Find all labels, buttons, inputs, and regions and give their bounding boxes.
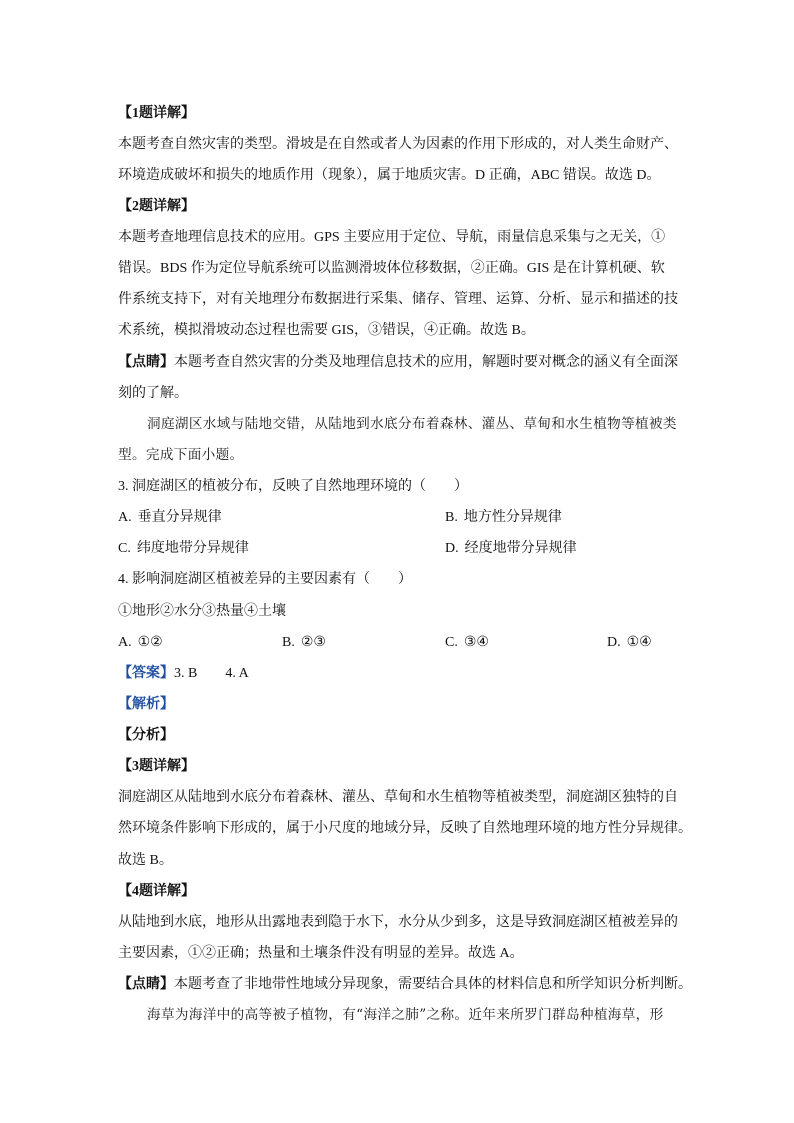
tip-1-line (118, 347, 718, 378)
detail-3-label: 【3题详解】 (118, 759, 195, 775)
option-key: B. (445, 510, 458, 526)
detail-2-label: 【2题详解】 (118, 198, 195, 214)
option-d (445, 533, 577, 564)
question-4-statements: ①地形②水分③热量④土壤 (118, 603, 286, 619)
detail-1-line: 环境造成破坏和损失的地质作用（现象），属于地质灾害。D 正确，ABC 错误。故选 D。 (118, 167, 661, 183)
question-3-options-row-1 (118, 502, 718, 533)
detail-3-line: 然环境条件影响下形成的，属于小尺度的地域分异，反映了自然地理环境的地方性分异规律。 (118, 821, 692, 837)
answer-item: 4. A (225, 665, 249, 681)
detail-2-line: 件系统支持下，对有关地理分布数据进行采集、储存、管理、运算、分析、显示和描述的技 (118, 292, 678, 308)
answer-line (118, 658, 718, 689)
tip-2-line (118, 969, 718, 1000)
option-key: B. (282, 634, 295, 650)
option-key: D. (607, 634, 621, 650)
detail-1-label: 【1题详解】 (118, 105, 195, 121)
option-key: A. (118, 634, 132, 650)
detail-2-line: 术系统，模拟滑坡动态过程也需要 GIS，③错误，④正确。故选 B。 (118, 323, 535, 339)
tip-2-label: 【点睛】 (118, 977, 174, 992)
option-text: ②③ (300, 634, 326, 650)
detail-4-line: 从陆地到水底，地形从出露地表到隐于水下，水分从少到多，这是导致洞庭湖区植被差异的 (118, 914, 678, 930)
material-line: 洞庭湖区水域与陆地交错，从陆地到水底分布着森林、灌丛、草甸和水生植物等植被类 (147, 415, 677, 432)
document-body (118, 98, 718, 1032)
question-4-options-row (118, 627, 718, 658)
detail-4-label: 【4题详解】 (118, 883, 195, 899)
option-a (118, 502, 222, 533)
option-b (445, 502, 562, 533)
answer-item: 3. B (174, 665, 198, 681)
option-text: 经度地带分异规律 (464, 541, 577, 557)
detail-4-line: 主要因素，①②正确；热量和土壤条件没有明显的差异。故选 A。 (118, 945, 524, 961)
detail-2-line: 错误。BDS 作为定位导航系统可以监测滑坡体位移数据，②正确。GIS 是在计算机硬、软 (118, 261, 665, 277)
option-a (118, 627, 163, 658)
question-4-stem: 4. 影响洞庭湖区植被差异的主要因素有（ ） (118, 572, 412, 588)
option-key: C. (118, 541, 131, 557)
question-3-options-row-2 (118, 533, 718, 564)
option-text: ③④ (463, 634, 489, 650)
tip-1-line-2: 刻的了解。 (118, 385, 188, 401)
option-text: 垂直分异规律 (137, 510, 222, 526)
option-b (282, 627, 326, 658)
detail-1-line: 本题考查自然灾害的类型。滑坡是在自然或者人为因素的作用下形成的，对人类生命财产、 (118, 136, 678, 152)
tip-1-text: 本题考查自然灾害的分类及地理信息技术的应用，解题时要对概念的涵义有全面深 (174, 354, 678, 370)
material-line: 型。完成下面小题。 (118, 446, 244, 463)
option-text: 地方性分异规律 (463, 510, 562, 526)
option-text: ①② (137, 634, 163, 650)
detail-3-line: 故选 B。 (118, 852, 173, 868)
option-c (118, 533, 249, 564)
analysis-sub-label: 【分析】 (118, 728, 174, 743)
question-3-stem: 3. 洞庭湖区的植被分布，反映了自然地理环境的（ ） (118, 479, 468, 494)
analysis-label: 【解析】 (118, 696, 174, 712)
detail-3-line: 洞庭湖区从陆地到水底分布着森林、灌丛、草甸和水生植物等植被类型，洞庭湖区独特的自 (118, 790, 678, 806)
option-c (445, 627, 489, 658)
option-d (607, 627, 652, 658)
detail-2-line: 本题考查地理信息技术的应用。GPS 主要应用于定位、导航，雨量信息采集与之无关，① (118, 230, 666, 245)
answer-label: 【答案】 (118, 665, 174, 681)
option-key: A. (118, 510, 132, 526)
option-key: C. (445, 634, 458, 650)
option-text: ①④ (626, 634, 652, 650)
next-material-line: 海草为海洋中的高等被子植物，有“海洋之肺”之称。近年来所罗门群岛种植海草，形 (147, 1007, 664, 1024)
tip-1-label: 【点睛】 (118, 354, 174, 370)
option-key: D. (445, 541, 459, 557)
option-text: 纬度地带分异规律 (136, 541, 249, 557)
tip-2-text: 本题考查了非地带性地域分异现象，需要结合具体的材料信息和所学知识分析判断。 (174, 977, 692, 992)
